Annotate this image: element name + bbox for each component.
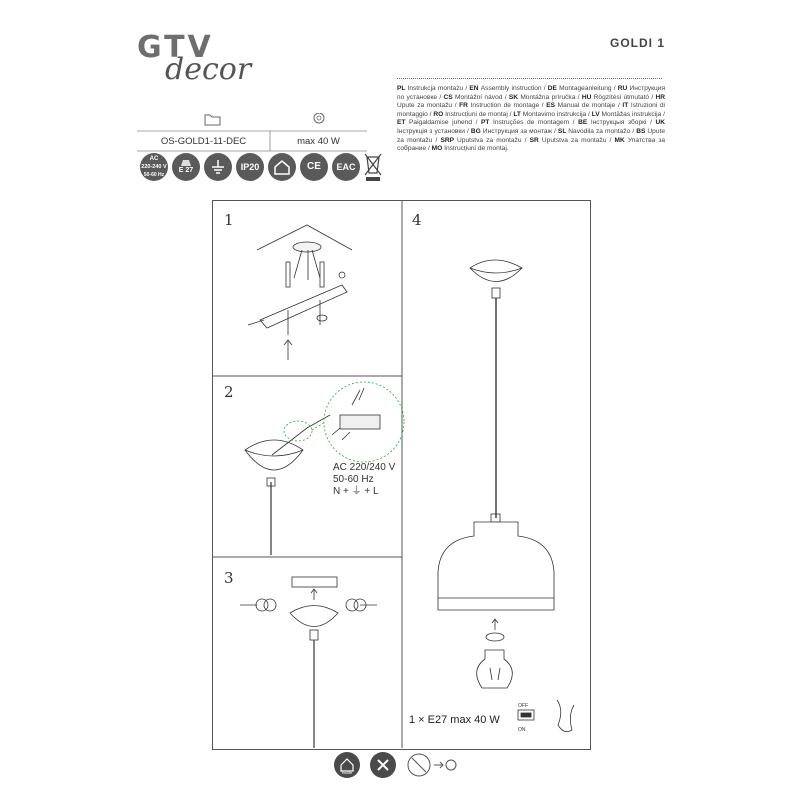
ground-icon xyxy=(204,153,232,181)
step4-drawing xyxy=(438,260,574,732)
house-shape xyxy=(273,159,291,175)
earth-symbol xyxy=(210,159,226,175)
language-entry: BS Upute za montažu xyxy=(397,127,666,144)
mounting-bracket xyxy=(260,285,347,328)
spec-table xyxy=(137,113,367,153)
step3-drawing xyxy=(240,577,377,748)
switch-off-label: OFF xyxy=(518,703,528,709)
language-entry: PT Instruções de montagem xyxy=(480,119,570,127)
language-entry: RO Instrucțiuni de montaj xyxy=(433,110,508,118)
weee-bin-icon xyxy=(363,151,383,183)
language-entry: HU Rögzítési útmutató xyxy=(581,93,650,101)
brand-logo: GTV xyxy=(137,30,214,65)
bulb-spec: 1 × E27 max 40 W xyxy=(409,714,500,726)
bulb-icon xyxy=(314,113,324,123)
divider xyxy=(397,78,662,79)
terminal-block xyxy=(340,415,380,429)
language-entry: IT Istruzioni di montaggio xyxy=(397,102,666,118)
language-entry: DE Montageanleitung xyxy=(547,85,612,92)
step-number-1: 1 xyxy=(224,211,234,229)
language-entry: ET Paigaldamise juhend xyxy=(397,119,472,127)
wall-plug-right xyxy=(320,262,324,287)
indoor-use-icon xyxy=(334,752,360,778)
language-entry: LV Montāžas instrukcija xyxy=(591,110,662,118)
wall-plug-left xyxy=(286,262,290,287)
language-entry: CS Montážní návod xyxy=(443,93,503,101)
wiring-spec-line2: 50-60 Hz xyxy=(333,474,374,485)
language-entry: MO Instrucțiuni de montaj. xyxy=(431,145,509,153)
wiring-spec-line3: N + ⏚ + L xyxy=(333,486,379,497)
cert-icons-row xyxy=(140,153,390,187)
step-number-3: 3 xyxy=(224,569,234,587)
hand-icon xyxy=(557,700,574,732)
bracket-top xyxy=(292,577,337,587)
step-number-2: 2 xyxy=(224,383,234,401)
language-entry: UK Інструкція з установки xyxy=(397,119,666,135)
language-entry: BE Інструкцыя зборкі xyxy=(578,119,647,127)
instruction-drawings xyxy=(212,200,590,750)
language-entry: ES Manual de montaje xyxy=(546,102,616,110)
language-entry: EN Assembly instruction xyxy=(469,85,542,92)
language-entry: SL Navodila za montažo xyxy=(557,127,631,135)
product-code: OS-GOLD1-11-DEC xyxy=(160,136,247,147)
socket-shape xyxy=(180,159,192,167)
voltage-icon: AC 220-240 V 50-60 Hz xyxy=(140,153,168,181)
language-list: PL Instrukcja montażu / EN Assembly instruction / DE Montageanleitung / RU Инструкция по установке / CS Montážní návod / SK Montážna príručka / HU Rögzítési útmutató / HR Upute za montažu / FR Instruction de montage / ES Manual de montaje / IT Istruzioni di montaggio / RO Instrucțiuni de montaj / LT Montavimo instrukcija / LV Montāžas instrukcija / ET Paigaldamise juhend / PT Instruções de montagem / BE Інструкцыя зборкі / UK Інструкція з установки / BG Инструкция за монтаж / SL Navodila za montažo / BS Upute za montažu / SRP Uputstva za montažu / SR Uputstva za montažu / MK Упатства за собрание / MO Instrucțiuni de montaj. xyxy=(397,85,666,153)
power-off-icon xyxy=(406,752,466,778)
folder-icon xyxy=(205,115,220,125)
indoor-label: inside xyxy=(341,770,353,775)
language-entry: FR Instruction de montage xyxy=(459,102,540,110)
step1-drawing xyxy=(248,225,352,360)
indoor-icon xyxy=(268,153,296,181)
language-entry: SK Montážna príručka xyxy=(508,93,576,101)
max-power: max 40 W xyxy=(297,136,340,147)
tools-shape xyxy=(370,752,396,778)
language-entry: RU Инструкция по установке xyxy=(397,85,666,101)
tools-icon xyxy=(370,752,396,778)
ce-icon: CE xyxy=(300,153,328,181)
wire-detail-marker xyxy=(284,421,312,441)
switch-on-label: ON xyxy=(518,727,526,733)
step-number-4: 4 xyxy=(412,211,422,229)
language-entry: PL Instrukcja montażu xyxy=(397,85,464,92)
language-entry: HR Upute za montažu xyxy=(397,93,666,110)
ip-rating-icon: IP20 xyxy=(236,153,264,181)
model-name: GOLDI 1 xyxy=(610,36,666,50)
eac-icon: EAC xyxy=(332,153,360,181)
language-entry: BG Инструкция за монтаж xyxy=(470,127,552,135)
bulb-illustration xyxy=(477,650,513,688)
wiring-spec-line1: AC 220/240 V xyxy=(333,462,396,473)
language-entry: LT Montavimo instrukcija xyxy=(513,110,587,118)
brand-subline: decor xyxy=(165,52,252,87)
socket-icon: E 27 xyxy=(172,153,200,181)
language-entry: SR Uputstva za montažu xyxy=(529,136,607,144)
language-entry: MK Упатства за собрание xyxy=(397,136,666,153)
language-entry: SRP Uputstva za montažu xyxy=(440,136,522,144)
